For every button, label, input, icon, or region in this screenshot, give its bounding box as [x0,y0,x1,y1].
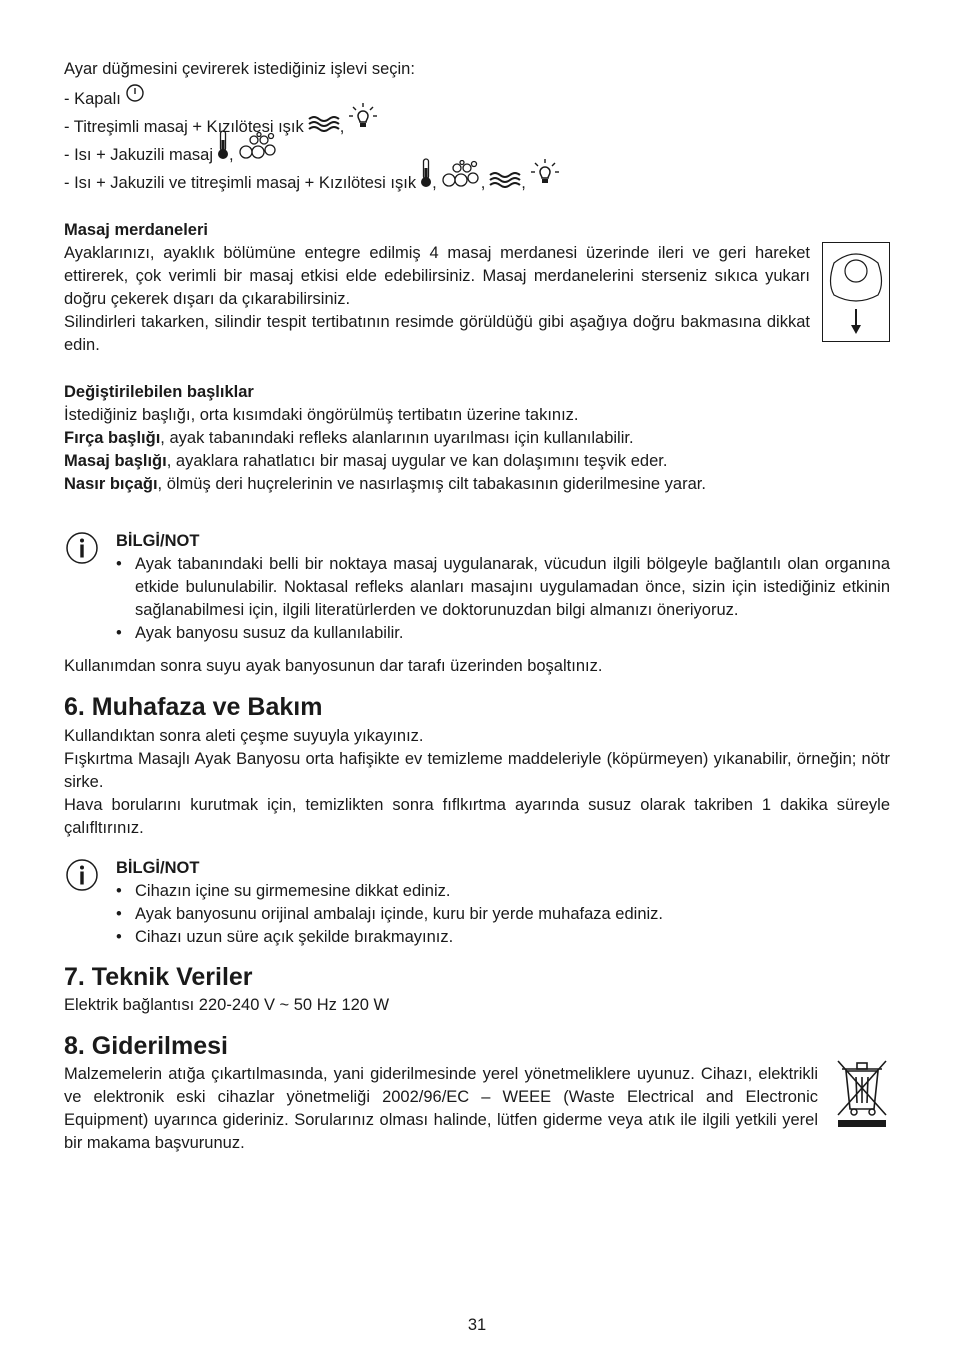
rollers-paragraph-2: Silindirleri takarken, silindir tespit tertibatının resimde görüldüğü gibi aşağıya doğru bakmasına dikkat edin. [64,313,810,354]
option-label: - Isı + Jakuzili ve titreşimli masaj + Kızılötesi ışık [64,174,417,192]
heads-heading: Değiştirilebilen başlıklar [64,383,254,401]
list-item: • Cihazın içine su girmemesine dikkat ediniz. [116,880,890,903]
option-vibration-infrared: - Titreşimli masaj + Kızılötesi ışık , [64,111,890,139]
rollers-paragraph-1: Ayaklarınızı, ayaklık bölümüne entegre edilmiş 4 masaj merdanesi üzerinde ileri ve geri hareket ettirerek, çok verimli bir masaj etkisi elde edebilirsiniz. Masaj merdanelerini sterseniz sıkıca yukarı doğru çekerek dışarı da çıkarabilirsiniz. [64,244,810,308]
page-number: 31 [467,1316,487,1334]
heads-item-brush: Fırça başlığı, ayak tabanındaki refleks alanlarının uyarılması için kullanılabilir. [64,429,634,447]
section-7-title: 7. Teknik Veriler [64,963,253,991]
note-title: BİLGİ/NOT [116,859,200,877]
list-item: • Cihazı uzun süre açık şekilde bırakmayınız. [116,926,890,949]
disposal-text: Malzemelerin atığa çıkartılmasında, yani giderilmesinde yerel yönetmeliklere uyunuz. Cihazı, elektrikli ve elektronik eski cihazlar yönetmeliği 2002/96/EC – WEEE (Waste Electrical and Electronic Equipment) uyarınca gideriniz. Sorularınız olması halinde, lütfen giderme veya atık ile ilgili yetkili yerel bir makama başvurunuz. [64,1065,818,1152]
section-6-title: 6. Muhafaza ve Bakım [64,693,323,721]
info-icon [64,857,100,900]
weee-crossed-bin-icon [834,1057,890,1136]
option-label: - Kapalı [64,90,121,108]
list-item: • Ayak banyosu susuz da kullanılabilir. [116,622,890,645]
heads-intro: İstediğiniz başlığı, orta kısımdaki öngörülmüş tertibatın üzerine takınız. [64,406,579,424]
option-heat-jacuzzi: - Isı + Jakuzili masaj , [64,139,890,167]
heads-item-massage: Masaj başlığı, ayaklara rahatlatıcı bir masaj uygular ve kan dolaşımını teşvik eder. [64,452,668,470]
technical-data: Elektrik bağlantısı 220-240 V ~ 50 Hz 120 W [64,996,390,1014]
disposal-block [64,1063,890,1155]
info-icon [64,530,100,573]
rollers-heading: Masaj merdaneleri [64,221,208,239]
list-item: • Ayak tabanındaki belli bir noktaya masaj uygulanarak, vücudun ilgili bölgeyle bağlantılı olan organına etkide bulunulabilir. Noktasal refleks alanları masajını uygulamadan önce, sizin için istediğiniz etkinin sağlanabilmesi için, ilgili literatürlerden ve doktorunuzdan bilgi almanızı öneriyoruz. [116,553,890,622]
bubbles-icon [441,160,481,195]
option-label: - Isı + Jakuzili masaj [64,146,213,164]
bubbles-icon [238,132,278,167]
intro-lead: Ayar düğmesini çevirerek istediğiniz işlevi seçin: [64,60,415,78]
list-item: • Ayak banyosunu orijinal ambalajı içinde, kuru bir yerde muhafaza ediniz. [116,903,890,926]
option-off [64,83,890,111]
drain-text: Kullanımdan sonra suyu ayak banyosunun dar tarafı üzerinden boşaltınız. [64,657,603,675]
vibration-icon [489,170,521,195]
option-all: - Isı + Jakuzili ve titreşimli masaj + Kızılötesi ışık , , , [64,167,890,195]
note-title: BİLGİ/NOT [116,532,200,550]
thermometer-icon [217,130,229,167]
info-note-1 [64,530,890,645]
section-8-title: 8. Giderilmesi [64,1032,228,1060]
thermometer-icon [420,158,432,195]
heads-item-callus: Nasır bıçağı, ölmüş deri huçrelerinin ve nasırlaşmış cilt tabakasının giderilmesine yarar. [64,475,706,493]
roller-fixing-illustration [822,242,890,342]
option-label: - Titreşimli masaj + Kızılötesi ışık [64,118,304,136]
vibration-icon [308,114,340,139]
document-page [64,58,890,1155]
infrared-light-icon [348,102,378,139]
section-6-paragraph-3: Hava borularını kurutmak için, temizlikten sonra fıflkırtma ayarında susuz olarak takriben 1 dakika süreyle çalıfltırınız. [64,796,890,837]
info-note-2 [64,857,890,949]
rollers-block [64,242,890,357]
section-6-paragraph-1: Kullandıktan sonra aleti çeşme suyuyla yıkayınız. [64,727,424,745]
infrared-light-icon [530,158,560,195]
section-6-paragraph-2: Fışkırtma Masajlı Ayak Banyosu orta hafişikte ev temizleme maddeleriyle (köpürmeyen) yıkanabilir, örneğin; nötr sirke. [64,750,890,791]
power-off-icon [125,82,145,111]
